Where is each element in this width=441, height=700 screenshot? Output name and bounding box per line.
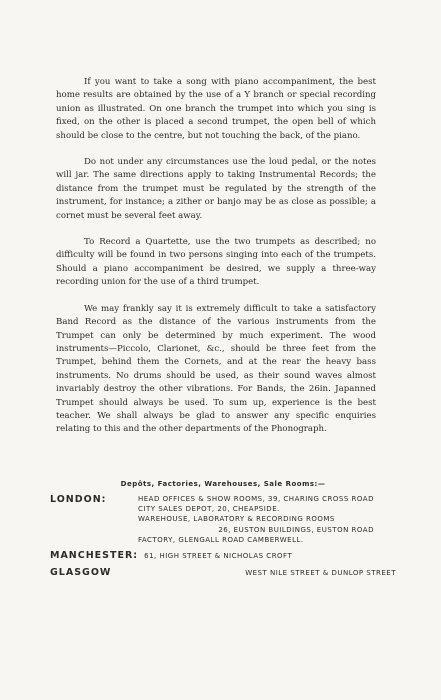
glasgow-row <box>50 567 396 578</box>
london-address-warehouse: WAREHOUSE, LABORATORY & RECORDING ROOMS <box>138 515 335 524</box>
manchester-label: MANCHESTER: <box>50 550 139 562</box>
glasgow-address: WEST NILE STREET & DUNLOP STREET <box>245 569 396 578</box>
london-address-euston: 26, EUSTON BUILDINGS, EUSTON ROAD <box>218 525 374 534</box>
manchester-row <box>50 550 396 561</box>
depots-section <box>50 480 396 578</box>
body-text <box>56 76 376 450</box>
london-row <box>50 494 396 545</box>
glasgow-label: GLASGOW <box>50 567 112 579</box>
paragraph-piano-accompaniment: If you want to take a song with piano accompaniment, the best home results are obtained by the use of a Y branch or special recording union as illustrated. On one branch the trumpet into which you sing is fixed, on the other is placed a second trumpet, the open bell of which should be close to the centre, but not touching the back, of the piano. <box>56 77 376 141</box>
london-addresses <box>138 494 374 545</box>
london-address-factory: FACTORY, GLENGALL ROAD CAMBERWELL. <box>138 535 304 544</box>
paragraph-quartette: To Record a Quartette, use the two trumpets as described; no difficulty will be found in two persons singing into each of the trumpets. Should a piano accompaniment be desired, we supply a three-way recording union for the use of a third trumpet. <box>56 237 376 288</box>
london-address-city-depot: CITY SALES DEPOT, 20, CHEAPSIDE. <box>138 505 280 514</box>
depots-heading: Depôts, Factories, Warehouses, Sale Rooms:— <box>120 480 326 488</box>
london-address-head-office: HEAD OFFICES & SHOW ROOMS, 39, CHARING CROSS ROAD <box>138 495 374 503</box>
london-label: LONDON: <box>50 494 107 505</box>
manchester-address: 61, HIGH STREET & NICHOLAS CROFT <box>144 552 293 561</box>
paragraph-band-record: We may frankly say it is extremely difficult to take a satisfactory Band Record as the distance of the various instruments from the Trumpet can only be determined by much experiment. The wood instruments—Piccolo, Clarionet, &c., should be three feet from the Trumpet, behind them the Cornets, and at the rear the heavy bass instruments. No drums should be used, as their sound waves almost invariably destroy the other vibrations. For Bands, the 26in. Japanned Trumpet should always be used. To sum up, experience is the best teacher. We shall always be glad to answer any specific enquiries relating to this and the other departments of the Phonograph. <box>56 303 376 435</box>
paragraph-loud-pedal: Do not under any circumstances use the loud pedal, or the notes will jar. The same directions apply to taking Instrumental Records; the distance from the trumpet must be regulated by the strength of the instrument, for instance; a zither or banjo may be as close as possible; a cornet must be several feet away. <box>56 157 376 221</box>
